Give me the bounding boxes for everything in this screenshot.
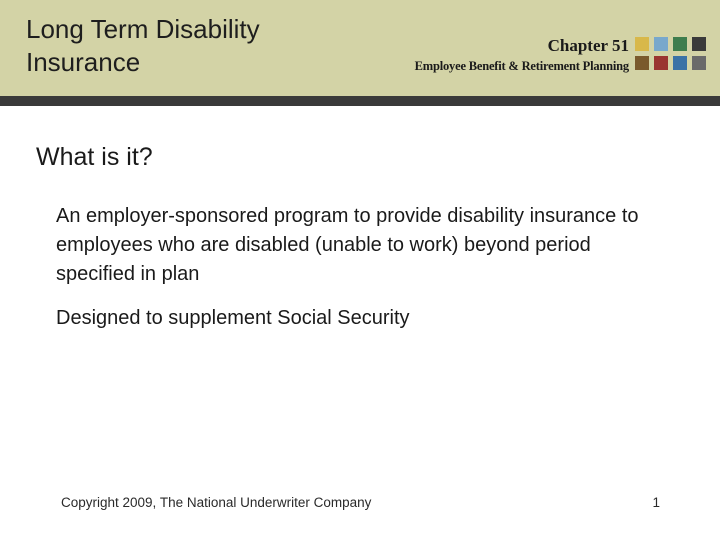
swatch-top-3 <box>673 37 687 51</box>
swatch-bottom-4 <box>692 56 706 70</box>
swatch-top-4 <box>692 37 706 51</box>
chapter-label: Chapter 51 <box>547 36 629 55</box>
swatch-top-2 <box>654 37 668 51</box>
body-paragraph-2: Designed to supplement Social Security <box>56 307 410 329</box>
swatch-bottom-3 <box>673 56 687 70</box>
section-heading: What is it? <box>36 143 153 171</box>
footer-copyright: Copyright 2009, The National Underwriter Company <box>61 495 372 510</box>
book-subtitle: Employee Benefit & Retirement Planning <box>414 59 629 73</box>
swatch-bottom-1 <box>635 56 649 70</box>
swatch-bottom-2 <box>654 56 668 70</box>
decorative-color-swatches <box>635 37 715 73</box>
slide-title: Long Term Disability Insurance <box>26 14 260 77</box>
body-paragraph-1: An employer-sponsored program to provide disability insurance to employees who are disabled (unable to work) beyond period specified in plan <box>56 205 639 285</box>
page-number: 1 <box>652 495 660 510</box>
header-divider-bar <box>0 96 720 106</box>
swatch-top-1 <box>635 37 649 51</box>
